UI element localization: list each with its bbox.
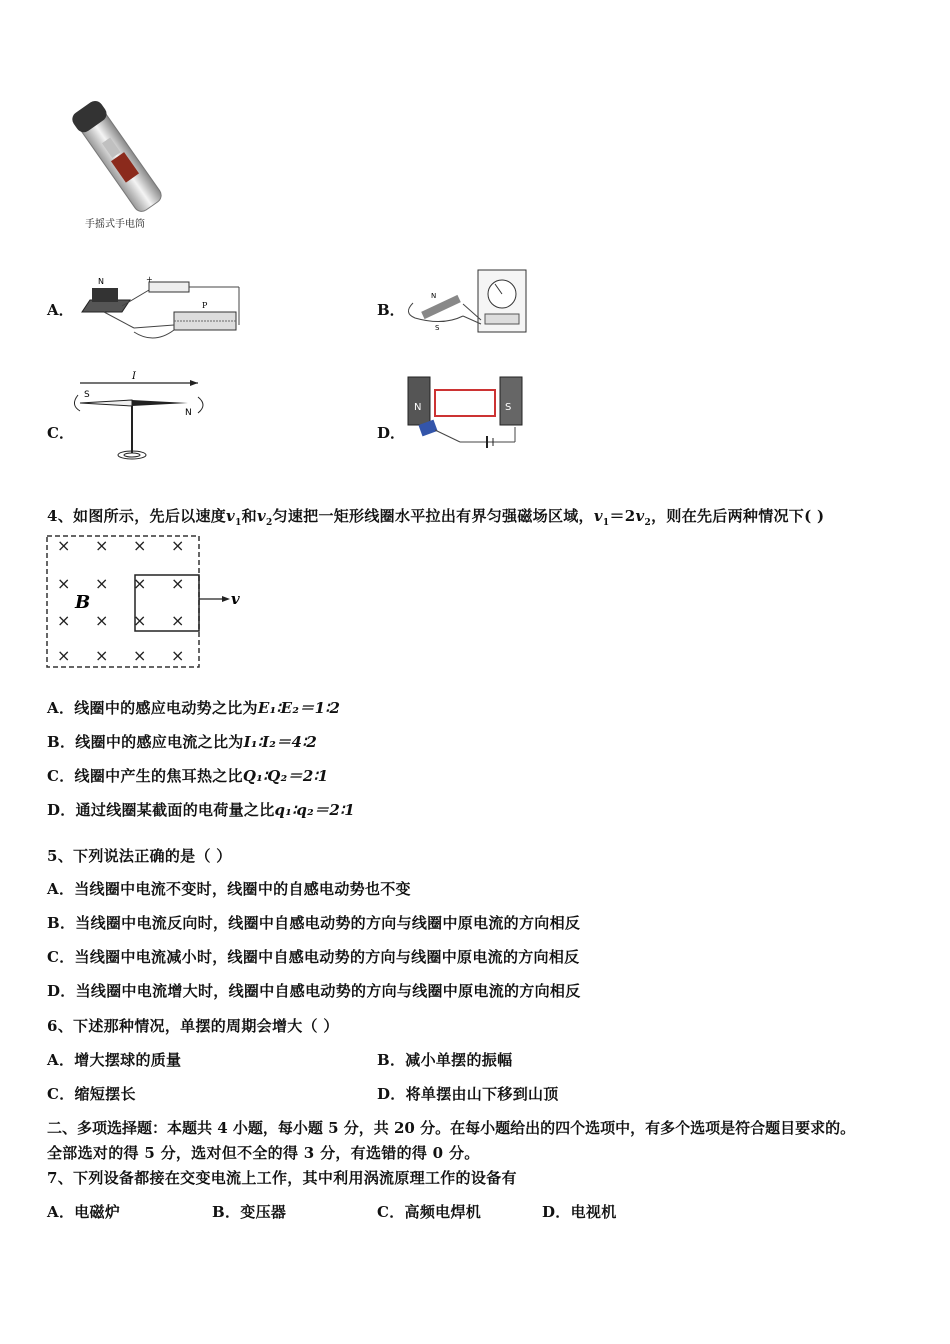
q3-option-c-figure — [70, 365, 210, 465]
q4-v1b: v — [593, 507, 603, 525]
q4-option-a[interactable] — [47, 697, 340, 718]
q3-c-south-label: S — [84, 390, 90, 400]
field-cross: × — [57, 611, 71, 630]
q4-relation: ＝2 — [609, 507, 636, 525]
q7-option-d[interactable]: D．电视机 — [542, 1203, 617, 1221]
q4-field-label: B — [75, 592, 91, 613]
q4-velocity-label: v — [231, 590, 240, 608]
field-cross: × — [133, 536, 147, 555]
flashlight-figure — [60, 95, 190, 235]
q6-stem: 6、下述那种情况，单摆的周期会增大（ ） — [47, 1017, 339, 1035]
q6-option-b[interactable]: B．减小单摆的振幅 — [377, 1051, 513, 1069]
field-cross: × — [57, 574, 71, 593]
q4-and: 和 — [241, 507, 257, 525]
q3-option-b-label: B． — [377, 301, 405, 319]
q4-option-a-text: 线圈中的感应电动势之比为 — [74, 699, 258, 717]
q3-c-current-label: I — [132, 371, 136, 382]
field-cross: × — [171, 574, 185, 593]
q4-v2b: v — [635, 507, 645, 525]
q4-v2: v — [256, 507, 266, 525]
q4-option-a-formula: E₁∶E₂＝1∶2 — [257, 699, 341, 717]
q4-option-b-formula: I₁∶I₂＝4∶2 — [243, 733, 318, 751]
q4-stem: 4、如图所示，先后以速度$v_1$和$v_2$匀速把一矩形线圈水平拉出有界匀强磁场区域，$v_1=2v_2$，则在先后两种情况下( ) — [47, 507, 825, 528]
section2-heading-line2: 全部选对的得 5 分，选对但不全的得 3 分，有选错的得 0 分。 — [47, 1144, 480, 1162]
field-cross: × — [95, 646, 109, 665]
q4-option-d[interactable] — [47, 799, 355, 820]
q4-stem-part2: 匀速把一矩形线圈水平拉出有界匀强磁场区域， — [272, 507, 594, 525]
field-cross: × — [57, 536, 71, 555]
q4-option-d-formula: q₁∶q₂＝2∶1 — [274, 801, 356, 819]
field-cross: × — [171, 611, 185, 630]
q3-b-north-label: N — [431, 292, 437, 300]
q3-option-d-figure — [405, 372, 525, 462]
q4-magnetic-field-figure — [45, 534, 245, 670]
field-cross: × — [133, 574, 147, 593]
field-cross: × — [95, 574, 109, 593]
field-cross: × — [133, 646, 147, 665]
q7-stem: 7、下列设备都接在交变电流上工作，其中利用涡流原理工作的设备有 — [47, 1169, 517, 1187]
field-cross: × — [57, 646, 71, 665]
q4-option-b[interactable] — [47, 731, 317, 752]
q3-option-a-figure — [74, 270, 246, 348]
q6-option-c[interactable]: C．缩短摆长 — [47, 1085, 136, 1103]
q3-option-a-label: A． — [47, 301, 74, 319]
section2-heading-line1: 二、多项选择题：本题共 4 小题，每小题 5 分，共 20 分。在每小题给出的四个选项中，有多个选项是符合题目要求的。 — [47, 1119, 856, 1137]
q4-option-a-label: A． — [47, 699, 75, 717]
q4-option-d-label: D． — [47, 801, 76, 819]
q3-c-north-label: N — [185, 408, 192, 418]
svg-text:+: + — [146, 275, 153, 284]
flashlight-image — [60, 95, 190, 220]
q5-stem: 5、下列说法正确的是（ ） — [47, 847, 232, 865]
field-cross: × — [133, 611, 147, 630]
q4-option-c-label: C． — [47, 767, 75, 785]
q3-d-south-label: S — [505, 402, 512, 413]
field-cross: × — [171, 646, 185, 665]
q7-option-c[interactable]: C．高频电焊机 — [377, 1203, 482, 1221]
field-cross: × — [95, 611, 109, 630]
flashlight-caption: 手摇式手电筒 — [85, 219, 145, 230]
q3-option-d-label: D． — [377, 424, 406, 442]
q6-option-a[interactable]: A．增大摆球的质量 — [47, 1051, 182, 1069]
q3-option-c-label: C． — [47, 424, 74, 442]
q5-option-a[interactable]: A．当线圈中电流不变时，线圈中的自感电动势也不变 — [47, 880, 411, 898]
q4-option-c-formula: Q₁∶Q₂＝2∶1 — [242, 767, 329, 785]
q4-option-b-text: 线圈中的感应电流之比为 — [75, 733, 244, 751]
q4-option-c-text: 线圈中产生的焦耳热之比 — [74, 767, 243, 785]
q5-option-c[interactable]: C．当线圈中电流减小时，线圈中自感电动势的方向与线圈中原电流的方向相反 — [47, 948, 580, 966]
q4-option-d-text: 通过线圈某截面的电荷量之比 — [75, 801, 275, 819]
q6-option-d[interactable]: D．将单摆由山下移到山顶 — [377, 1085, 559, 1103]
q4-option-c[interactable] — [47, 765, 329, 786]
q5-option-b[interactable]: B．当线圈中电流反向时，线圈中自感电动势的方向与线圈中原电流的方向相反 — [47, 914, 581, 932]
field-cross: × — [171, 536, 185, 555]
q7-option-b[interactable]: B．变压器 — [212, 1203, 287, 1221]
q3-d-north-label: N — [414, 402, 422, 413]
q4-v1: v — [226, 507, 236, 525]
q4-option-b-label: B． — [47, 733, 76, 751]
svg-text:N: N — [98, 277, 104, 286]
q3-option-b-figure — [403, 258, 528, 338]
q4-stem-part1: 4、如图所示，先后以速度 — [47, 507, 227, 525]
svg-text:P: P — [202, 301, 208, 310]
q5-option-d[interactable]: D．当线圈中电流增大时，线圈中自感电动势的方向与线圈中原电流的方向相反 — [47, 982, 581, 1000]
field-cross: × — [95, 536, 109, 555]
q7-option-a[interactable]: A．电磁炉 — [47, 1203, 121, 1221]
q4-stem-part3: ，则在先后两种情况下( ) — [651, 507, 825, 525]
q3-b-south-label: S — [435, 324, 440, 332]
